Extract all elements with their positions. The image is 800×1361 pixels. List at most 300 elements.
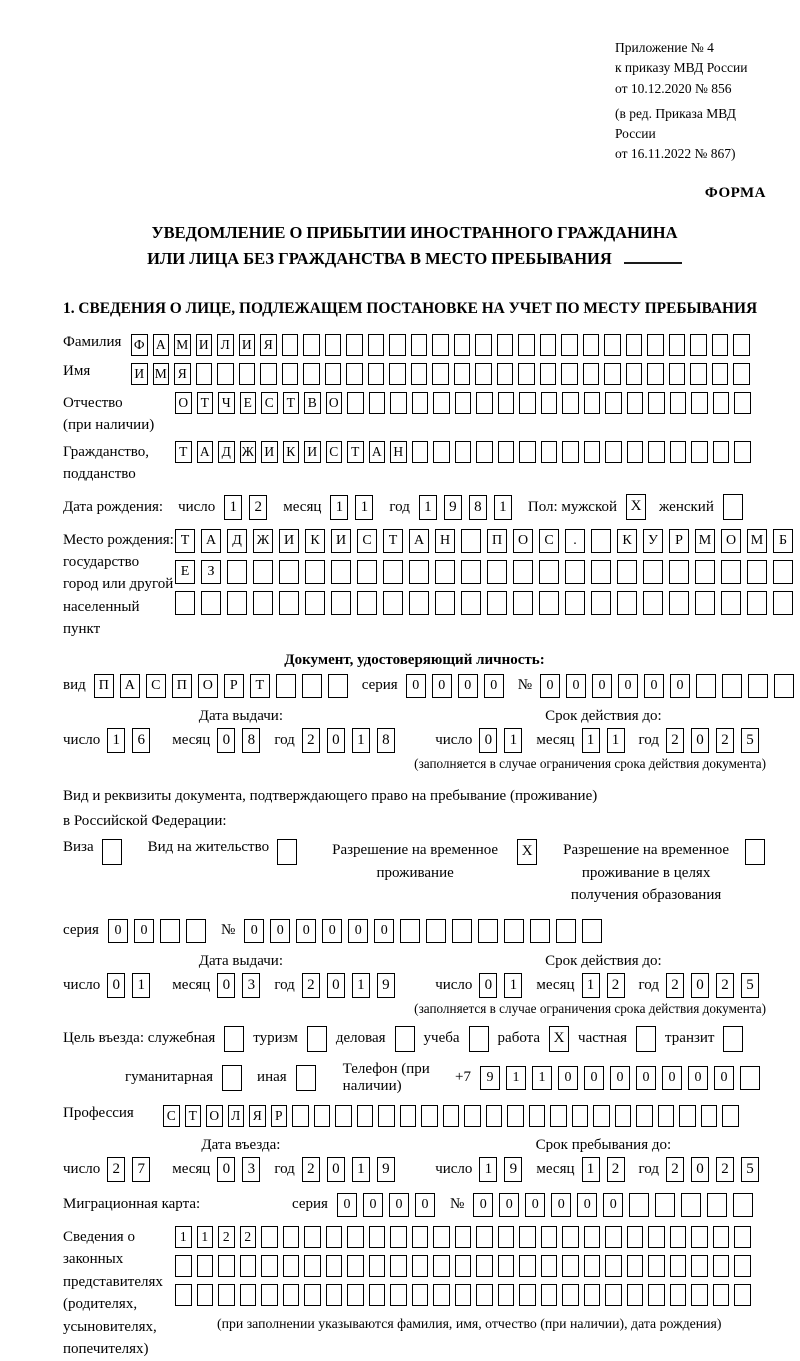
char-cell[interactable]: 0 — [348, 919, 368, 943]
char-cell[interactable] — [670, 392, 687, 414]
char-cell[interactable] — [487, 591, 507, 615]
char-cell[interactable] — [304, 1284, 321, 1306]
char-cell[interactable]: 8 — [242, 728, 260, 753]
char-cell[interactable] — [562, 1255, 579, 1277]
char-cell[interactable] — [721, 591, 741, 615]
char-cell[interactable]: 0 — [618, 674, 638, 698]
char-cell[interactable] — [369, 392, 386, 414]
char-cell[interactable] — [647, 334, 664, 356]
char-cell[interactable]: З — [201, 560, 221, 584]
char-cell[interactable] — [690, 363, 707, 385]
char-cell[interactable] — [617, 591, 637, 615]
char-cell[interactable] — [626, 363, 643, 385]
char-cell[interactable]: 2 — [607, 1157, 625, 1182]
char-cell[interactable] — [696, 674, 716, 698]
char-cell[interactable]: 1 — [506, 1066, 526, 1090]
char-cell[interactable] — [691, 392, 708, 414]
char-cell[interactable]: 0 — [327, 973, 345, 998]
char-cell[interactable]: 1 — [504, 728, 522, 753]
char-cell[interactable] — [691, 1226, 708, 1248]
char-cell[interactable]: 0 — [322, 919, 342, 943]
char-cell[interactable]: 0 — [270, 919, 290, 943]
char-cell[interactable] — [498, 441, 515, 463]
char-cell[interactable] — [476, 392, 493, 414]
char-cell[interactable] — [432, 363, 449, 385]
char-cell[interactable] — [723, 1026, 743, 1052]
char-cell[interactable] — [643, 560, 663, 584]
char-cell[interactable] — [733, 334, 750, 356]
char-cell[interactable] — [691, 1284, 708, 1306]
char-cell[interactable] — [541, 1255, 558, 1277]
char-cell[interactable]: О — [326, 392, 343, 414]
char-cell[interactable]: Л — [217, 334, 234, 356]
char-cell[interactable] — [426, 919, 446, 943]
char-cell[interactable]: 2 — [716, 973, 734, 998]
char-cell[interactable]: Б — [773, 529, 793, 553]
char-cell[interactable] — [733, 1193, 753, 1217]
char-cell[interactable] — [218, 1255, 235, 1277]
char-cell[interactable] — [591, 560, 611, 584]
char-cell[interactable] — [276, 674, 296, 698]
char-cell[interactable] — [591, 529, 611, 553]
char-cell[interactable]: Е — [240, 392, 257, 414]
char-cell[interactable]: Н — [390, 441, 407, 463]
char-cell[interactable]: 1 — [352, 1157, 370, 1182]
char-cell[interactable] — [197, 1284, 214, 1306]
char-cell[interactable] — [629, 1193, 649, 1217]
char-cell[interactable] — [648, 1226, 665, 1248]
char-cell[interactable]: Ж — [253, 529, 273, 553]
char-cell[interactable]: 1 — [352, 973, 370, 998]
char-cell[interactable] — [584, 1255, 601, 1277]
char-cell[interactable]: 0 — [458, 674, 478, 698]
char-cell[interactable] — [540, 363, 557, 385]
char-cell[interactable]: А — [201, 529, 221, 553]
char-cell[interactable]: М — [747, 529, 767, 553]
char-cell[interactable]: Н — [435, 529, 455, 553]
char-cell[interactable] — [541, 1284, 558, 1306]
char-cell[interactable]: Р — [669, 529, 689, 553]
char-cell[interactable] — [584, 441, 601, 463]
char-cell[interactable] — [478, 919, 498, 943]
char-cell[interactable] — [513, 591, 533, 615]
char-cell[interactable]: А — [153, 334, 170, 356]
char-cell[interactable]: 1 — [352, 728, 370, 753]
char-cell[interactable]: 9 — [377, 973, 395, 998]
char-cell[interactable] — [723, 494, 743, 520]
char-cell[interactable] — [411, 363, 428, 385]
char-cell[interactable] — [670, 441, 687, 463]
char-cell[interactable]: И — [239, 334, 256, 356]
char-cell[interactable] — [160, 919, 180, 943]
char-cell[interactable]: Д — [218, 441, 235, 463]
char-cell[interactable] — [734, 1255, 751, 1277]
char-cell[interactable] — [658, 1105, 675, 1127]
char-cell[interactable] — [541, 392, 558, 414]
char-cell[interactable] — [745, 839, 765, 865]
char-cell[interactable]: О — [513, 529, 533, 553]
char-cell[interactable] — [475, 363, 492, 385]
char-cell[interactable] — [476, 1226, 493, 1248]
char-cell[interactable] — [740, 1066, 760, 1090]
char-cell[interactable] — [572, 1105, 589, 1127]
char-cell[interactable]: 0 — [691, 728, 709, 753]
char-cell[interactable] — [331, 591, 351, 615]
char-cell[interactable] — [282, 363, 299, 385]
char-cell[interactable]: 0 — [566, 674, 586, 698]
char-cell[interactable] — [279, 591, 299, 615]
char-cell[interactable]: X — [626, 494, 646, 520]
char-cell[interactable] — [292, 1105, 309, 1127]
char-cell[interactable] — [443, 1105, 460, 1127]
char-cell[interactable] — [331, 560, 351, 584]
char-cell[interactable] — [507, 1105, 524, 1127]
char-cell[interactable] — [455, 441, 472, 463]
char-cell[interactable] — [670, 1226, 687, 1248]
char-cell[interactable] — [713, 1255, 730, 1277]
char-cell[interactable]: К — [617, 529, 637, 553]
char-cell[interactable] — [561, 363, 578, 385]
char-cell[interactable] — [712, 334, 729, 356]
char-cell[interactable] — [615, 1105, 632, 1127]
char-cell[interactable] — [369, 1255, 386, 1277]
char-cell[interactable] — [721, 560, 741, 584]
char-cell[interactable]: А — [120, 674, 140, 698]
char-cell[interactable] — [261, 1226, 278, 1248]
char-cell[interactable] — [648, 1255, 665, 1277]
char-cell[interactable] — [369, 1284, 386, 1306]
char-cell[interactable] — [378, 1105, 395, 1127]
char-cell[interactable] — [562, 392, 579, 414]
char-cell[interactable] — [712, 363, 729, 385]
char-cell[interactable] — [773, 591, 793, 615]
char-cell[interactable] — [175, 1255, 192, 1277]
char-cell[interactable] — [412, 441, 429, 463]
char-cell[interactable]: 2 — [240, 1226, 257, 1248]
char-cell[interactable]: М — [153, 363, 170, 385]
char-cell[interactable] — [605, 441, 622, 463]
char-cell[interactable] — [747, 591, 767, 615]
char-cell[interactable] — [464, 1105, 481, 1127]
char-cell[interactable] — [369, 1226, 386, 1248]
char-cell[interactable]: Е — [175, 560, 195, 584]
char-cell[interactable] — [261, 1284, 278, 1306]
char-cell[interactable] — [627, 1226, 644, 1248]
char-cell[interactable] — [691, 1255, 708, 1277]
char-cell[interactable] — [411, 334, 428, 356]
char-cell[interactable]: 0 — [327, 1157, 345, 1182]
char-cell[interactable] — [383, 591, 403, 615]
char-cell[interactable] — [647, 363, 664, 385]
char-cell[interactable]: С — [146, 674, 166, 698]
char-cell[interactable] — [452, 919, 472, 943]
char-cell[interactable] — [713, 441, 730, 463]
char-cell[interactable] — [347, 392, 364, 414]
char-cell[interactable] — [314, 1105, 331, 1127]
char-cell[interactable] — [519, 1226, 536, 1248]
char-cell[interactable] — [713, 392, 730, 414]
char-cell[interactable] — [605, 1284, 622, 1306]
char-cell[interactable]: 0 — [688, 1066, 708, 1090]
char-cell[interactable] — [584, 392, 601, 414]
char-cell[interactable] — [283, 1255, 300, 1277]
char-cell[interactable] — [529, 1105, 546, 1127]
char-cell[interactable] — [498, 1226, 515, 1248]
char-cell[interactable] — [196, 363, 213, 385]
char-cell[interactable]: 0 — [525, 1193, 545, 1217]
char-cell[interactable] — [222, 1065, 242, 1091]
char-cell[interactable]: И — [279, 529, 299, 553]
char-cell[interactable]: И — [196, 334, 213, 356]
char-cell[interactable] — [701, 1105, 718, 1127]
char-cell[interactable]: 2 — [249, 495, 267, 520]
char-cell[interactable] — [519, 1284, 536, 1306]
char-cell[interactable] — [707, 1193, 727, 1217]
char-cell[interactable]: 0 — [432, 674, 452, 698]
char-cell[interactable]: И — [304, 441, 321, 463]
char-cell[interactable] — [186, 919, 206, 943]
char-cell[interactable] — [400, 1105, 417, 1127]
char-cell[interactable]: С — [163, 1105, 180, 1127]
char-cell[interactable]: 8 — [377, 728, 395, 753]
char-cell[interactable] — [734, 392, 751, 414]
char-cell[interactable]: 9 — [480, 1066, 500, 1090]
char-cell[interactable]: 1 — [532, 1066, 552, 1090]
char-cell[interactable]: С — [539, 529, 559, 553]
char-cell[interactable] — [669, 560, 689, 584]
char-cell[interactable]: А — [197, 441, 214, 463]
char-cell[interactable]: 1 — [224, 495, 242, 520]
char-cell[interactable] — [283, 1284, 300, 1306]
char-cell[interactable]: 2 — [107, 1157, 125, 1182]
char-cell[interactable] — [518, 363, 535, 385]
char-cell[interactable] — [539, 591, 559, 615]
char-cell[interactable] — [722, 1105, 739, 1127]
char-cell[interactable] — [550, 1105, 567, 1127]
char-cell[interactable] — [669, 591, 689, 615]
char-cell[interactable]: 3 — [242, 973, 260, 998]
char-cell[interactable] — [347, 1284, 364, 1306]
char-cell[interactable]: 1 — [330, 495, 348, 520]
char-cell[interactable]: 2 — [607, 973, 625, 998]
char-cell[interactable] — [461, 560, 481, 584]
char-cell[interactable]: 0 — [484, 674, 504, 698]
char-cell[interactable] — [475, 334, 492, 356]
char-cell[interactable] — [733, 363, 750, 385]
char-cell[interactable] — [260, 363, 277, 385]
char-cell[interactable] — [357, 1105, 374, 1127]
char-cell[interactable] — [435, 560, 455, 584]
char-cell[interactable]: 9 — [504, 1157, 522, 1182]
char-cell[interactable]: 0 — [108, 919, 128, 943]
char-cell[interactable] — [307, 1026, 327, 1052]
char-cell[interactable]: 2 — [302, 1157, 320, 1182]
char-cell[interactable] — [409, 591, 429, 615]
char-cell[interactable] — [227, 591, 247, 615]
char-cell[interactable]: 1 — [419, 495, 437, 520]
char-cell[interactable] — [412, 1255, 429, 1277]
char-cell[interactable] — [279, 560, 299, 584]
char-cell[interactable] — [627, 1255, 644, 1277]
char-cell[interactable] — [648, 392, 665, 414]
char-cell[interactable] — [565, 591, 585, 615]
char-cell[interactable] — [455, 392, 472, 414]
char-cell[interactable] — [519, 392, 536, 414]
char-cell[interactable] — [636, 1026, 656, 1052]
char-cell[interactable] — [604, 363, 621, 385]
char-cell[interactable] — [504, 919, 524, 943]
char-cell[interactable] — [539, 560, 559, 584]
char-cell[interactable]: С — [357, 529, 377, 553]
char-cell[interactable]: Ж — [240, 441, 257, 463]
char-cell[interactable] — [713, 1284, 730, 1306]
char-cell[interactable] — [627, 392, 644, 414]
char-cell[interactable] — [217, 363, 234, 385]
char-cell[interactable] — [627, 441, 644, 463]
char-cell[interactable]: 0 — [337, 1193, 357, 1217]
char-cell[interactable] — [390, 392, 407, 414]
char-cell[interactable] — [722, 674, 742, 698]
char-cell[interactable] — [433, 1255, 450, 1277]
char-cell[interactable]: 0 — [327, 728, 345, 753]
char-cell[interactable] — [433, 392, 450, 414]
char-cell[interactable] — [175, 1284, 192, 1306]
char-cell[interactable] — [325, 334, 342, 356]
char-cell[interactable]: Р — [224, 674, 244, 698]
char-cell[interactable]: О — [721, 529, 741, 553]
char-cell[interactable] — [261, 1255, 278, 1277]
char-cell[interactable]: X — [549, 1026, 569, 1052]
char-cell[interactable]: 1 — [132, 973, 150, 998]
char-cell[interactable] — [773, 560, 793, 584]
char-cell[interactable]: Л — [228, 1105, 245, 1127]
char-cell[interactable] — [562, 1226, 579, 1248]
char-cell[interactable] — [541, 441, 558, 463]
char-cell[interactable] — [305, 591, 325, 615]
char-cell[interactable] — [582, 919, 602, 943]
char-cell[interactable]: И — [261, 441, 278, 463]
char-cell[interactable] — [583, 363, 600, 385]
char-cell[interactable]: Т — [175, 441, 192, 463]
char-cell[interactable] — [409, 560, 429, 584]
char-cell[interactable] — [303, 334, 320, 356]
char-cell[interactable] — [584, 1284, 601, 1306]
char-cell[interactable] — [593, 1105, 610, 1127]
char-cell[interactable] — [605, 1255, 622, 1277]
char-cell[interactable] — [395, 1026, 415, 1052]
char-cell[interactable]: Р — [271, 1105, 288, 1127]
char-cell[interactable] — [240, 1284, 257, 1306]
char-cell[interactable]: Т — [383, 529, 403, 553]
char-cell[interactable] — [389, 363, 406, 385]
char-cell[interactable]: 1 — [582, 728, 600, 753]
char-cell[interactable] — [605, 1226, 622, 1248]
char-cell[interactable]: 0 — [603, 1193, 623, 1217]
char-cell[interactable] — [302, 674, 322, 698]
char-cell[interactable] — [713, 1226, 730, 1248]
char-cell[interactable]: 2 — [218, 1226, 235, 1248]
char-cell[interactable] — [617, 560, 637, 584]
char-cell[interactable]: 0 — [644, 674, 664, 698]
char-cell[interactable]: Т — [250, 674, 270, 698]
char-cell[interactable] — [433, 1226, 450, 1248]
char-cell[interactable] — [346, 334, 363, 356]
char-cell[interactable] — [277, 839, 297, 865]
char-cell[interactable] — [669, 363, 686, 385]
char-cell[interactable]: А — [369, 441, 386, 463]
char-cell[interactable]: 0 — [134, 919, 154, 943]
char-cell[interactable] — [469, 1026, 489, 1052]
char-cell[interactable] — [224, 1026, 244, 1052]
char-cell[interactable] — [605, 392, 622, 414]
char-cell[interactable]: 0 — [540, 674, 560, 698]
char-cell[interactable] — [454, 363, 471, 385]
char-cell[interactable]: А — [409, 529, 429, 553]
char-cell[interactable]: П — [172, 674, 192, 698]
char-cell[interactable]: 1 — [197, 1226, 214, 1248]
char-cell[interactable]: 0 — [217, 1157, 235, 1182]
char-cell[interactable]: 0 — [415, 1193, 435, 1217]
char-cell[interactable]: Я — [249, 1105, 266, 1127]
char-cell[interactable]: 0 — [479, 728, 497, 753]
char-cell[interactable] — [455, 1255, 472, 1277]
char-cell[interactable] — [282, 334, 299, 356]
char-cell[interactable] — [346, 363, 363, 385]
char-cell[interactable]: М — [695, 529, 715, 553]
char-cell[interactable] — [357, 560, 377, 584]
char-cell[interactable] — [734, 1226, 751, 1248]
char-cell[interactable]: 0 — [374, 919, 394, 943]
char-cell[interactable] — [541, 1226, 558, 1248]
char-cell[interactable]: 0 — [107, 973, 125, 998]
char-cell[interactable] — [690, 334, 707, 356]
char-cell[interactable]: 8 — [469, 495, 487, 520]
char-cell[interactable] — [304, 1255, 321, 1277]
char-cell[interactable] — [283, 1226, 300, 1248]
char-cell[interactable]: 1 — [107, 728, 125, 753]
char-cell[interactable]: 0 — [636, 1066, 656, 1090]
char-cell[interactable]: 1 — [479, 1157, 497, 1182]
char-cell[interactable] — [218, 1284, 235, 1306]
char-cell[interactable]: 6 — [132, 728, 150, 753]
char-cell[interactable] — [454, 334, 471, 356]
char-cell[interactable]: 0 — [592, 674, 612, 698]
char-cell[interactable]: К — [305, 529, 325, 553]
char-cell[interactable] — [335, 1105, 352, 1127]
char-cell[interactable]: О — [198, 674, 218, 698]
char-cell[interactable]: 0 — [551, 1193, 571, 1217]
char-cell[interactable] — [655, 1193, 675, 1217]
char-cell[interactable]: 0 — [662, 1066, 682, 1090]
char-cell[interactable] — [518, 334, 535, 356]
char-cell[interactable] — [304, 1226, 321, 1248]
char-cell[interactable] — [435, 591, 455, 615]
char-cell[interactable] — [412, 1226, 429, 1248]
char-cell[interactable] — [498, 1255, 515, 1277]
char-cell[interactable] — [368, 363, 385, 385]
char-cell[interactable] — [400, 919, 420, 943]
char-cell[interactable]: 2 — [302, 728, 320, 753]
char-cell[interactable] — [347, 1226, 364, 1248]
char-cell[interactable] — [734, 441, 751, 463]
char-cell[interactable] — [383, 560, 403, 584]
char-cell[interactable] — [556, 919, 576, 943]
char-cell[interactable] — [476, 1284, 493, 1306]
char-cell[interactable] — [648, 1284, 665, 1306]
char-cell[interactable] — [325, 363, 342, 385]
char-cell[interactable] — [565, 560, 585, 584]
char-cell[interactable]: 1 — [607, 728, 625, 753]
